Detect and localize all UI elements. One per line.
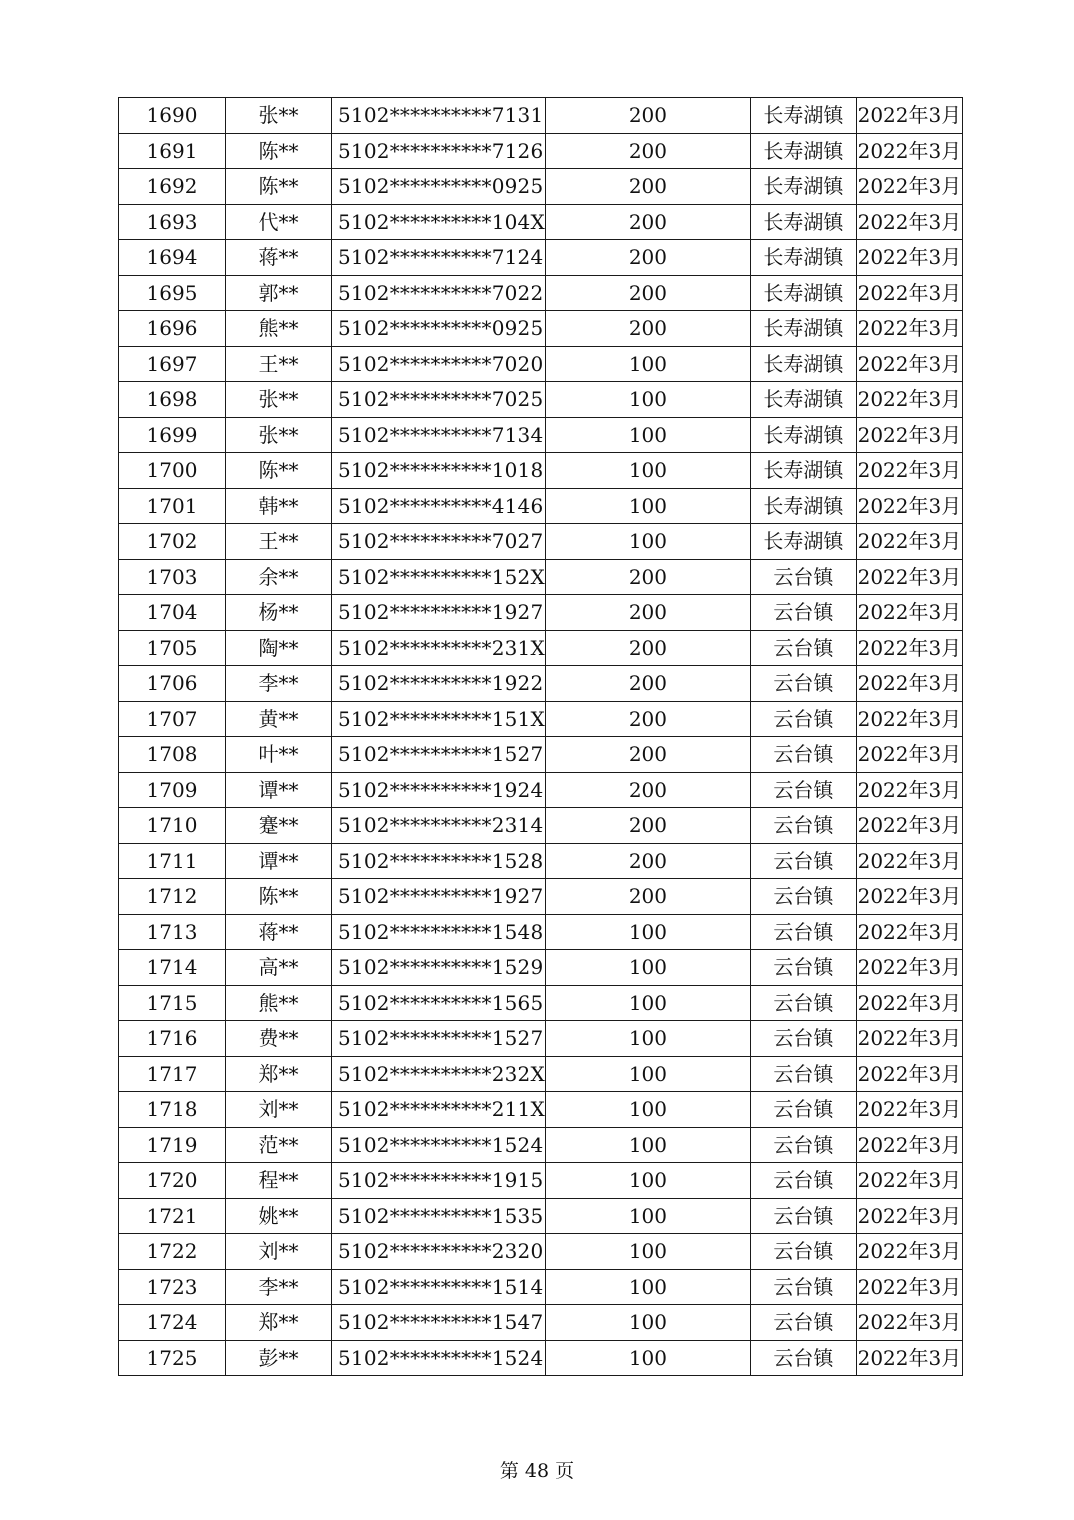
table-row <box>119 169 963 205</box>
table-row <box>119 843 963 879</box>
name-cell: 郑** <box>226 1305 332 1341</box>
serial-number-cell: 1702 <box>119 524 226 560</box>
town-cell: 云台镇 <box>750 914 856 950</box>
serial-number-cell: 1717 <box>119 1056 226 1092</box>
date-cell: 2022年3月 <box>856 1127 962 1163</box>
town-cell: 长寿湖镇 <box>750 417 856 453</box>
table-row <box>119 950 963 986</box>
amount-cell: 100 <box>545 524 750 560</box>
table-row <box>119 417 963 453</box>
id-number-cell: 5102**********1565 <box>332 985 546 1021</box>
amount-cell: 100 <box>545 1056 750 1092</box>
date-cell: 2022年3月 <box>856 98 962 134</box>
town-cell: 云台镇 <box>750 595 856 631</box>
town-cell: 云台镇 <box>750 1305 856 1341</box>
table-row <box>119 701 963 737</box>
table-row <box>119 346 963 382</box>
table-row <box>119 666 963 702</box>
serial-number-cell: 1693 <box>119 204 226 240</box>
table-row <box>119 737 963 773</box>
table-row <box>119 1163 963 1199</box>
id-number-cell: 5102**********1529 <box>332 950 546 986</box>
id-number-cell: 5102**********151X <box>332 701 546 737</box>
amount-cell: 200 <box>545 737 750 773</box>
name-cell: 张** <box>226 382 332 418</box>
amount-cell: 100 <box>545 914 750 950</box>
date-cell: 2022年3月 <box>856 346 962 382</box>
id-number-cell: 5102**********1535 <box>332 1198 546 1234</box>
table-row <box>119 204 963 240</box>
table-row <box>119 453 963 489</box>
amount-cell: 100 <box>545 346 750 382</box>
serial-number-cell: 1694 <box>119 240 226 276</box>
amount-cell: 100 <box>545 1092 750 1128</box>
date-cell: 2022年3月 <box>856 133 962 169</box>
name-cell: 熊** <box>226 311 332 347</box>
date-cell: 2022年3月 <box>856 595 962 631</box>
id-number-cell: 5102**********1915 <box>332 1163 546 1199</box>
id-number-cell: 5102**********1524 <box>332 1127 546 1163</box>
table-row <box>119 595 963 631</box>
town-cell: 云台镇 <box>750 772 856 808</box>
table-row <box>119 1092 963 1128</box>
serial-number-cell: 1714 <box>119 950 226 986</box>
serial-number-cell: 1708 <box>119 737 226 773</box>
serial-number-cell: 1711 <box>119 843 226 879</box>
id-number-cell: 5102**********1927 <box>332 879 546 915</box>
table-row <box>119 808 963 844</box>
amount-cell: 100 <box>545 1163 750 1199</box>
town-cell: 长寿湖镇 <box>750 524 856 560</box>
serial-number-cell: 1724 <box>119 1305 226 1341</box>
name-cell: 李** <box>226 1269 332 1305</box>
date-cell: 2022年3月 <box>856 914 962 950</box>
town-cell: 云台镇 <box>750 1163 856 1199</box>
table-row <box>119 488 963 524</box>
id-number-cell: 5102**********7022 <box>332 275 546 311</box>
town-cell: 云台镇 <box>750 1056 856 1092</box>
name-cell: 张** <box>226 417 332 453</box>
serial-number-cell: 1705 <box>119 630 226 666</box>
date-cell: 2022年3月 <box>856 240 962 276</box>
table-row <box>119 1127 963 1163</box>
town-cell: 长寿湖镇 <box>750 453 856 489</box>
name-cell: 黄** <box>226 701 332 737</box>
table-row <box>119 311 963 347</box>
table-row <box>119 275 963 311</box>
id-number-cell: 5102**********7020 <box>332 346 546 382</box>
amount-cell: 200 <box>545 169 750 205</box>
amount-cell: 100 <box>545 1234 750 1270</box>
town-cell: 云台镇 <box>750 879 856 915</box>
name-cell: 蹇** <box>226 808 332 844</box>
amount-cell: 200 <box>545 630 750 666</box>
serial-number-cell: 1697 <box>119 346 226 382</box>
id-number-cell: 5102**********104X <box>332 204 546 240</box>
table-row <box>119 1198 963 1234</box>
amount-cell: 100 <box>545 1198 750 1234</box>
date-cell: 2022年3月 <box>856 630 962 666</box>
name-cell: 程** <box>226 1163 332 1199</box>
id-number-cell: 5102**********1524 <box>332 1340 546 1376</box>
id-number-cell: 5102**********1924 <box>332 772 546 808</box>
amount-cell: 200 <box>545 240 750 276</box>
page-number-footer: 第 48 页 <box>499 1460 575 1482</box>
name-cell: 刘** <box>226 1092 332 1128</box>
amount-cell: 100 <box>545 950 750 986</box>
id-number-cell: 5102**********7124 <box>332 240 546 276</box>
date-cell: 2022年3月 <box>856 204 962 240</box>
serial-number-cell: 1725 <box>119 1340 226 1376</box>
serial-number-cell: 1723 <box>119 1269 226 1305</box>
amount-cell: 200 <box>545 772 750 808</box>
id-number-cell: 5102**********7126 <box>332 133 546 169</box>
date-cell: 2022年3月 <box>856 275 962 311</box>
serial-number-cell: 1696 <box>119 311 226 347</box>
amount-cell: 100 <box>545 1340 750 1376</box>
id-number-cell: 5102**********1527 <box>332 1021 546 1057</box>
table-row <box>119 98 963 134</box>
town-cell: 云台镇 <box>750 559 856 595</box>
serial-number-cell: 1707 <box>119 701 226 737</box>
town-cell: 云台镇 <box>750 1340 856 1376</box>
date-cell: 2022年3月 <box>856 1305 962 1341</box>
name-cell: 韩** <box>226 488 332 524</box>
name-cell: 陈** <box>226 453 332 489</box>
table-row <box>119 382 963 418</box>
name-cell: 谭** <box>226 843 332 879</box>
serial-number-cell: 1718 <box>119 1092 226 1128</box>
subsidy-roster-table <box>118 97 963 1376</box>
date-cell: 2022年3月 <box>856 1198 962 1234</box>
id-number-cell: 5102**********7025 <box>332 382 546 418</box>
amount-cell: 200 <box>545 204 750 240</box>
serial-number-cell: 1695 <box>119 275 226 311</box>
serial-number-cell: 1699 <box>119 417 226 453</box>
amount-cell: 200 <box>545 311 750 347</box>
name-cell: 姚** <box>226 1198 332 1234</box>
amount-cell: 100 <box>545 985 750 1021</box>
id-number-cell: 5102**********0925 <box>332 169 546 205</box>
town-cell: 长寿湖镇 <box>750 382 856 418</box>
date-cell: 2022年3月 <box>856 985 962 1021</box>
date-cell: 2022年3月 <box>856 382 962 418</box>
name-cell: 杨** <box>226 595 332 631</box>
amount-cell: 100 <box>545 1021 750 1057</box>
serial-number-cell: 1701 <box>119 488 226 524</box>
date-cell: 2022年3月 <box>856 737 962 773</box>
date-cell: 2022年3月 <box>856 417 962 453</box>
id-number-cell: 5102**********1018 <box>332 453 546 489</box>
town-cell: 云台镇 <box>750 1092 856 1128</box>
date-cell: 2022年3月 <box>856 1234 962 1270</box>
town-cell: 长寿湖镇 <box>750 133 856 169</box>
name-cell: 高** <box>226 950 332 986</box>
serial-number-cell: 1710 <box>119 808 226 844</box>
date-cell: 2022年3月 <box>856 1056 962 1092</box>
amount-cell: 200 <box>545 879 750 915</box>
town-cell: 长寿湖镇 <box>750 169 856 205</box>
id-number-cell: 5102**********1528 <box>332 843 546 879</box>
town-cell: 云台镇 <box>750 985 856 1021</box>
serial-number-cell: 1706 <box>119 666 226 702</box>
table-row <box>119 772 963 808</box>
table-row <box>119 879 963 915</box>
town-cell: 长寿湖镇 <box>750 275 856 311</box>
table-row <box>119 133 963 169</box>
date-cell: 2022年3月 <box>856 1021 962 1057</box>
table-row <box>119 1056 963 1092</box>
name-cell: 彭** <box>226 1340 332 1376</box>
serial-number-cell: 1691 <box>119 133 226 169</box>
date-cell: 2022年3月 <box>856 169 962 205</box>
id-number-cell: 5102**********1927 <box>332 595 546 631</box>
table-row <box>119 1305 963 1341</box>
town-cell: 云台镇 <box>750 808 856 844</box>
id-number-cell: 5102**********1547 <box>332 1305 546 1341</box>
serial-number-cell: 1719 <box>119 1127 226 1163</box>
town-cell: 云台镇 <box>750 1021 856 1057</box>
table-row <box>119 1021 963 1057</box>
id-number-cell: 5102**********4146 <box>332 488 546 524</box>
amount-cell: 200 <box>545 595 750 631</box>
table-row <box>119 1234 963 1270</box>
amount-cell: 100 <box>545 453 750 489</box>
date-cell: 2022年3月 <box>856 1340 962 1376</box>
name-cell: 陈** <box>226 879 332 915</box>
serial-number-cell: 1721 <box>119 1198 226 1234</box>
serial-number-cell: 1690 <box>119 98 226 134</box>
serial-number-cell: 1716 <box>119 1021 226 1057</box>
date-cell: 2022年3月 <box>856 1269 962 1305</box>
id-number-cell: 5102**********7131 <box>332 98 546 134</box>
id-number-cell: 5102**********7134 <box>332 417 546 453</box>
serial-number-cell: 1722 <box>119 1234 226 1270</box>
amount-cell: 200 <box>545 559 750 595</box>
table-row <box>119 914 963 950</box>
date-cell: 2022年3月 <box>856 843 962 879</box>
town-cell: 云台镇 <box>750 737 856 773</box>
name-cell: 蒋** <box>226 240 332 276</box>
date-cell: 2022年3月 <box>856 559 962 595</box>
name-cell: 范** <box>226 1127 332 1163</box>
id-number-cell: 5102**********152X <box>332 559 546 595</box>
town-cell: 云台镇 <box>750 630 856 666</box>
id-number-cell: 5102**********1548 <box>332 914 546 950</box>
name-cell: 张** <box>226 98 332 134</box>
town-cell: 云台镇 <box>750 666 856 702</box>
serial-number-cell: 1715 <box>119 985 226 1021</box>
name-cell: 刘** <box>226 1234 332 1270</box>
town-cell: 云台镇 <box>750 1198 856 1234</box>
date-cell: 2022年3月 <box>856 524 962 560</box>
town-cell: 云台镇 <box>750 950 856 986</box>
serial-number-cell: 1700 <box>119 453 226 489</box>
serial-number-cell: 1712 <box>119 879 226 915</box>
id-number-cell: 5102**********231X <box>332 630 546 666</box>
name-cell: 郭** <box>226 275 332 311</box>
serial-number-cell: 1703 <box>119 559 226 595</box>
serial-number-cell: 1720 <box>119 1163 226 1199</box>
date-cell: 2022年3月 <box>856 772 962 808</box>
id-number-cell: 5102**********1527 <box>332 737 546 773</box>
id-number-cell: 5102**********232X <box>332 1056 546 1092</box>
name-cell: 陶** <box>226 630 332 666</box>
amount-cell: 100 <box>545 417 750 453</box>
amount-cell: 200 <box>545 701 750 737</box>
town-cell: 长寿湖镇 <box>750 240 856 276</box>
name-cell: 陈** <box>226 169 332 205</box>
table-row <box>119 630 963 666</box>
name-cell: 郑** <box>226 1056 332 1092</box>
id-number-cell: 5102**********0925 <box>332 311 546 347</box>
table-row <box>119 524 963 560</box>
date-cell: 2022年3月 <box>856 808 962 844</box>
serial-number-cell: 1713 <box>119 914 226 950</box>
id-number-cell: 5102**********1514 <box>332 1269 546 1305</box>
town-cell: 云台镇 <box>750 701 856 737</box>
table-row <box>119 985 963 1021</box>
date-cell: 2022年3月 <box>856 701 962 737</box>
id-number-cell: 5102**********2314 <box>332 808 546 844</box>
amount-cell: 200 <box>545 133 750 169</box>
town-cell: 长寿湖镇 <box>750 204 856 240</box>
town-cell: 云台镇 <box>750 1269 856 1305</box>
id-number-cell: 5102**********2320 <box>332 1234 546 1270</box>
amount-cell: 200 <box>545 843 750 879</box>
date-cell: 2022年3月 <box>856 453 962 489</box>
town-cell: 云台镇 <box>750 843 856 879</box>
date-cell: 2022年3月 <box>856 1092 962 1128</box>
serial-number-cell: 1709 <box>119 772 226 808</box>
id-number-cell: 5102**********211X <box>332 1092 546 1128</box>
date-cell: 2022年3月 <box>856 311 962 347</box>
roster-table-body <box>119 98 963 1376</box>
date-cell: 2022年3月 <box>856 488 962 524</box>
serial-number-cell: 1704 <box>119 595 226 631</box>
table-row <box>119 240 963 276</box>
name-cell: 余** <box>226 559 332 595</box>
town-cell: 长寿湖镇 <box>750 488 856 524</box>
amount-cell: 200 <box>545 808 750 844</box>
name-cell: 熊** <box>226 985 332 1021</box>
town-cell: 云台镇 <box>750 1234 856 1270</box>
name-cell: 费** <box>226 1021 332 1057</box>
name-cell: 王** <box>226 524 332 560</box>
amount-cell: 200 <box>545 275 750 311</box>
town-cell: 长寿湖镇 <box>750 346 856 382</box>
id-number-cell: 5102**********1922 <box>332 666 546 702</box>
date-cell: 2022年3月 <box>856 879 962 915</box>
date-cell: 2022年3月 <box>856 950 962 986</box>
amount-cell: 200 <box>545 98 750 134</box>
town-cell: 长寿湖镇 <box>750 311 856 347</box>
name-cell: 叶** <box>226 737 332 773</box>
date-cell: 2022年3月 <box>856 666 962 702</box>
name-cell: 李** <box>226 666 332 702</box>
town-cell: 长寿湖镇 <box>750 98 856 134</box>
name-cell: 蒋** <box>226 914 332 950</box>
amount-cell: 200 <box>545 666 750 702</box>
table-row <box>119 559 963 595</box>
serial-number-cell: 1698 <box>119 382 226 418</box>
name-cell: 王** <box>226 346 332 382</box>
date-cell: 2022年3月 <box>856 1163 962 1199</box>
table-row <box>119 1340 963 1376</box>
name-cell: 谭** <box>226 772 332 808</box>
name-cell: 代** <box>226 204 332 240</box>
amount-cell: 100 <box>545 382 750 418</box>
name-cell: 陈** <box>226 133 332 169</box>
table-row <box>119 1269 963 1305</box>
id-number-cell: 5102**********7027 <box>332 524 546 560</box>
amount-cell: 100 <box>545 1269 750 1305</box>
amount-cell: 100 <box>545 488 750 524</box>
amount-cell: 100 <box>545 1305 750 1341</box>
town-cell: 云台镇 <box>750 1127 856 1163</box>
amount-cell: 100 <box>545 1127 750 1163</box>
serial-number-cell: 1692 <box>119 169 226 205</box>
